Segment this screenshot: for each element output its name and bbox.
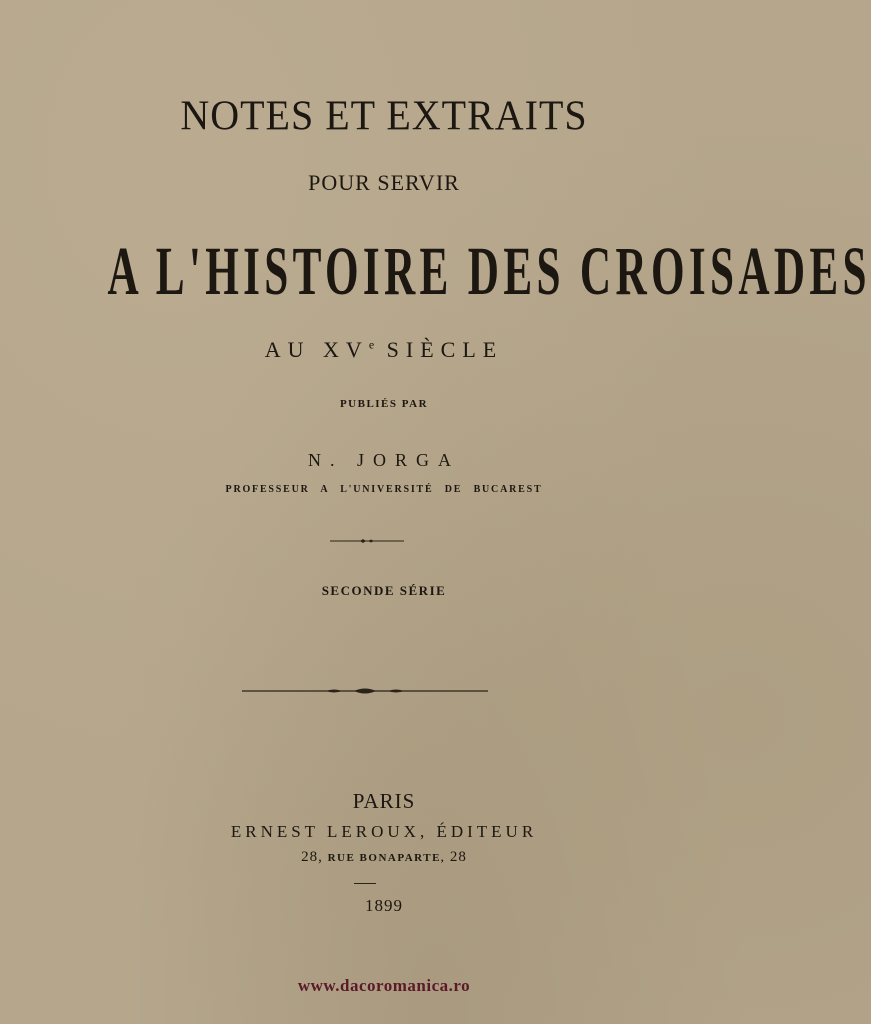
- century-prefix: AU XV: [264, 337, 369, 362]
- address-street: RUE BONAPARTE,: [327, 852, 446, 864]
- title-line-1: NOTES ET EXTRAITS: [180, 91, 588, 140]
- publication-city: PARIS: [352, 789, 416, 813]
- century-suffix: SIÈCLE: [374, 337, 504, 362]
- author-name: N. JORGA: [307, 450, 460, 470]
- century-superscript: e: [368, 337, 375, 352]
- ornament-divider-large: [242, 686, 488, 696]
- century-line: [0, 337, 768, 363]
- series-label: SECONDE SÉRIE: [321, 583, 447, 598]
- main-title: A L'HISTOIRE DES CROISADES: [107, 233, 871, 310]
- published-by-label: PUBLIÉS PAR: [339, 398, 429, 410]
- title-line-2: POUR SERVIR: [308, 170, 460, 195]
- publisher-address: [0, 849, 768, 866]
- watermark-url: www.dacoromanica.ro: [297, 976, 471, 995]
- address-number-1: 28,: [301, 849, 323, 865]
- short-rule: [354, 883, 376, 884]
- publication-year: 1899: [365, 896, 403, 915]
- publisher-name: ERNEST LEROUX, ÉDITEUR: [230, 822, 538, 841]
- ornament-divider-small: [330, 538, 404, 544]
- author-affiliation: PROFESSEUR A L'UNIVERSITÉ DE BUCAREST: [225, 484, 543, 495]
- address-number-2: 28: [449, 849, 467, 865]
